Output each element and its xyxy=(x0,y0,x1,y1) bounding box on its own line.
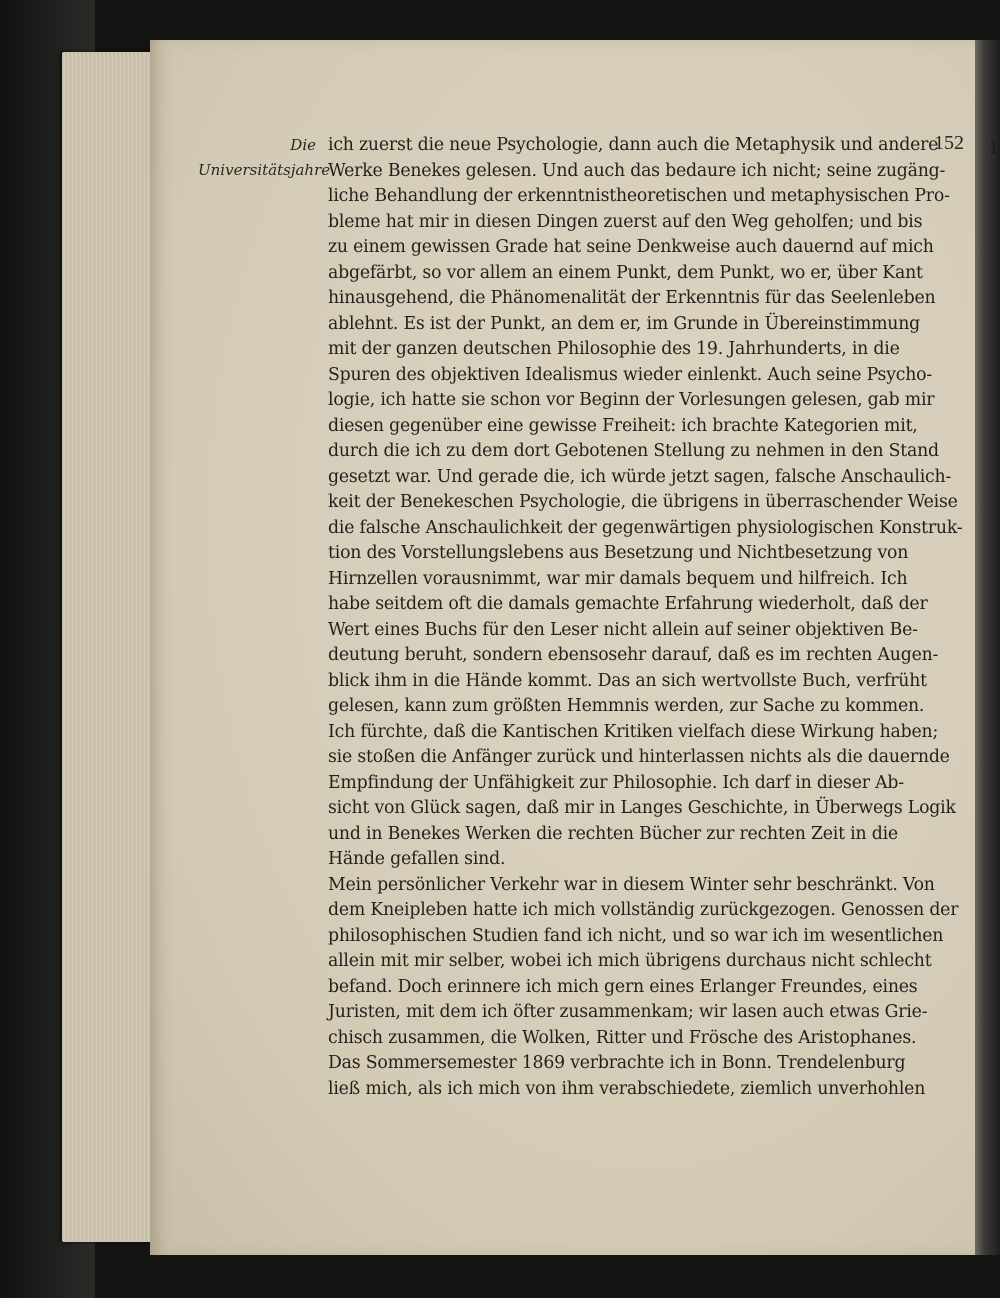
page-number: 152 xyxy=(934,132,964,154)
text-line: philosophischen Studien fand ich nicht, und so war ich im wesentlichen xyxy=(328,925,944,946)
text-line: Mein persönlicher Verkehr war in diesem Winter sehr beschränkt. Von xyxy=(328,874,935,895)
text-line: sicht von Glück sagen, daß mir in Langes Geschichte, in Überwegs Logik xyxy=(328,798,956,818)
text-line: bleme hat mir in diesen Dingen zuerst auf den Weg geholfen; und bis xyxy=(328,211,923,232)
text-line: durch die ich zu dem dort Gebotenen Stellung zu nehmen in den Stand xyxy=(328,441,939,461)
text-line: Hände gefallen sind. xyxy=(328,849,506,869)
text-line: diesen gegenüber eine gewisse Freiheit: ich brachte Kategorien mit, xyxy=(328,415,918,436)
text-line: mit der ganzen deutschen Philosophie des 19. Jahrhunderts, in die xyxy=(328,339,900,359)
margin-note: Die Universitätsjahre xyxy=(198,136,331,179)
text-line: chisch zusammen, die Wolken, Ritter und Frösche des Aristophanes. xyxy=(328,1027,917,1048)
text-line: zu einem gewissen Grade hat seine Denkweise auch dauernd auf mich xyxy=(328,237,934,257)
text-line: dem Kneipleben hatte ich mich vollständig zurückgezogen. Genossen der xyxy=(328,900,959,920)
page-edges xyxy=(62,52,162,1242)
text-line: Wert eines Buchs für den Leser nicht allein auf seiner objektiven Be- xyxy=(328,619,918,640)
text-line: ablehnt. Es ist der Punkt, an dem er, im Grunde in Übereinstimmung xyxy=(328,313,921,334)
text-line: liche Behandlung der erkenntnistheoretischen und metaphysischen Pro- xyxy=(328,186,950,206)
next-page-fragment: I xyxy=(990,137,998,158)
text-line: hinausgehend, die Phänomenalität der Erkenntnis für das Seelenleben xyxy=(328,288,936,308)
text-line: Ich fürchte, daß die Kantischen Kritiken vielfach diese Wirkung haben; xyxy=(328,721,939,742)
text-line: keit der Benekeschen Psychologie, die übrigens in überraschender Weise xyxy=(328,492,958,512)
text-line: gesetzt war. Und gerade die, ich würde jetzt sagen, falsche Anschaulich- xyxy=(328,466,952,487)
text-line: Spuren des objektiven Idealismus wieder einlenkt. Auch seine Psycho- xyxy=(328,364,933,385)
text-line: Werke Benekes gelesen. Und auch das bedaure ich nicht; seine zugäng- xyxy=(328,160,946,181)
text-line: habe seitdem oft die damals gemachte Erfahrung wiederholt, daß der xyxy=(328,594,928,614)
text-line: Juristen, mit dem ich öfter zusammenkam; wir lasen auch etwas Grie- xyxy=(328,1002,928,1022)
text-line: Hirnzellen vorausnimmt, war mir damals bequem und hilfreich. Ich xyxy=(328,568,908,589)
text-line: blick ihm in die Hände kommt. Das an sich wertvollste Buch, verfrüht xyxy=(328,670,927,691)
text-line: befand. Doch erinnere ich mich gern eines Erlanger Freundes, eines xyxy=(328,976,918,997)
text-line: Empfindung der Unfähigkeit zur Philosophie. Ich darf in dieser Ab- xyxy=(328,772,904,793)
text-line: tion des Vorstellungslebens aus Besetzung und Nichtbesetzung von xyxy=(328,543,909,563)
book-gutter-right xyxy=(975,40,1000,1255)
text-line: die falsche Anschaulichkeit der gegenwärtigen physiologischen Konstruk- xyxy=(328,517,963,538)
text-line: und in Benekes Werken die rechten Bücher zur rechten Zeit in die xyxy=(328,823,898,844)
text-line: logie, ich hatte sie schon vor Beginn der Vorlesungen gelesen, gab mir xyxy=(328,390,935,410)
text-line: ließ mich, als ich mich von ihm verabschiedete, ziemlich unverhohlen xyxy=(328,1078,926,1099)
text-line: deutung beruht, sondern ebensosehr darauf, daß es im rechten Augen- xyxy=(328,645,939,665)
text-line: gelesen, kann zum größten Hemmnis werden, zur Sache zu kommen. xyxy=(328,696,925,716)
text-line: Das Sommersemester 1869 verbrachte ich in Bonn. Trendelenburg xyxy=(328,1053,906,1073)
text-line: allein mit mir selber, wobei ich mich übrigens durchaus nicht schlecht xyxy=(328,951,932,971)
text-line: abgefärbt, so vor allem an einem Punkt, dem Punkt, wo er, über Kant xyxy=(328,262,923,283)
text-line: sie stoßen die Anfänger zurück und hinterlassen nichts als die dauernde xyxy=(328,747,950,767)
text-line: ich zuerst die neue Psychologie, dann auch die Metaphysik und andere xyxy=(328,135,939,155)
